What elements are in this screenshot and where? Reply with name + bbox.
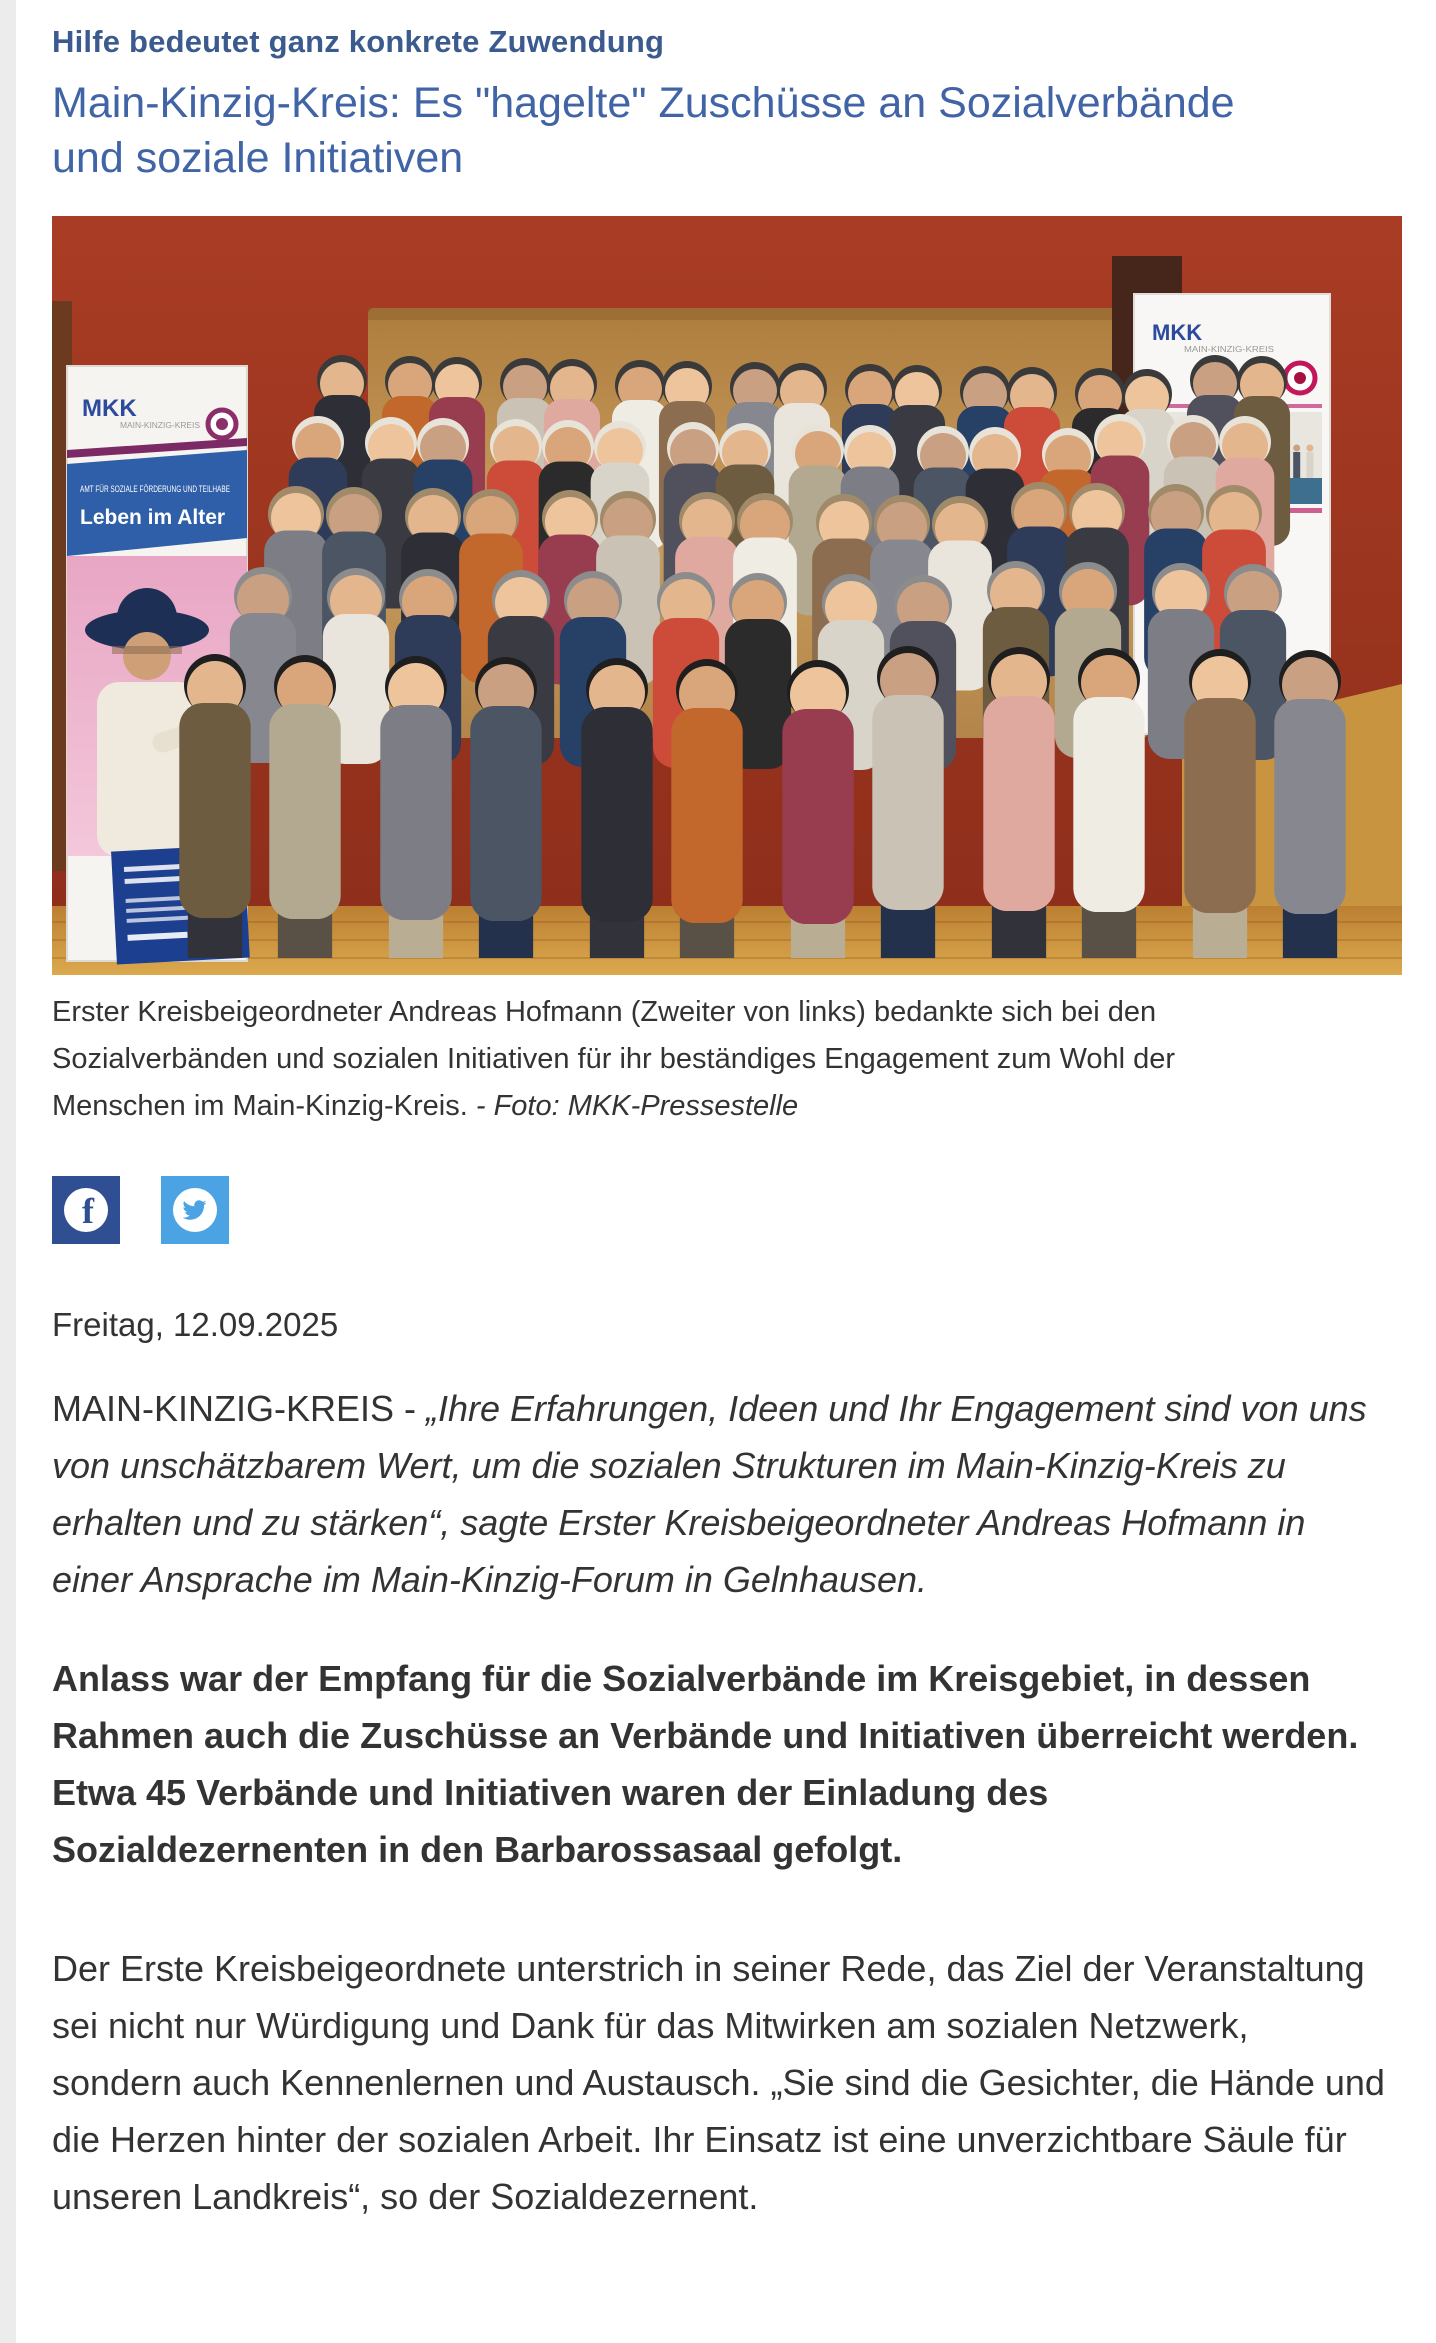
banner-left-brand-sub: MAIN-KINZIG-KREIS (120, 421, 200, 430)
person (983, 647, 1054, 958)
article-kicker: Hilfe bedeutet ganz konkrete Zuwendung (52, 24, 665, 59)
banner-right-brand: MKK (1152, 320, 1203, 345)
paragraph-body: Der Erste Kreisbeigeordnete unterstrich in seiner Rede, das Ziel der Veranstaltung sei nicht nur Würdigung und Dank für das Mitwirken am sozialen Netzwerk, sondern auch Kennenlernen und Austausch. „Sie sind die Gesichter, die Hände und die Herzen hinter der sozialen Arbeit. Ihr Einsatz ist eine unverzichtbare Säule für unseren Landkreis“, so der Sozialdezernent. (52, 1948, 1385, 2217)
person (872, 646, 943, 958)
caption-credit: - Foto: MKK-Pressestelle (467, 1090, 799, 1122)
page-left-gutter (0, 0, 16, 2343)
person (470, 657, 541, 958)
lead-location-prefix: MAIN-KINZIG-KREIS - (52, 1388, 427, 1429)
person (1274, 650, 1345, 958)
article-headline: Main-Kinzig-Kreis: Es "hagelte" Zuschüsse an Sozialverbände und soziale Initiativen (52, 79, 1235, 182)
person (671, 659, 742, 958)
person (179, 654, 250, 958)
lead-paragraph (52, 1380, 1387, 1608)
person (782, 660, 853, 958)
svg-text:f: f (82, 1191, 94, 1231)
share-buttons (52, 1176, 1402, 1244)
twitter-icon (161, 1176, 229, 1244)
banner-left-title: Leben im Alter (80, 506, 226, 529)
twitter-share-button[interactable] (161, 1176, 229, 1244)
photo-caption (52, 989, 1292, 1130)
person (1184, 649, 1255, 958)
facebook-icon (52, 1176, 120, 1244)
person (269, 655, 340, 958)
caption-text: Erster Kreisbeigeordneter Andreas Hofmann (Zweiter von links) bedankte sich bei den Sozialverbänden und sozialen Initiativen für ihr beständiges Engagement zum Wohl der Menschen im Main-Kinzig-Kreis. (52, 996, 1176, 1122)
banner-right-brand-sub: MAIN-KINZIG-KREIS (1184, 345, 1274, 354)
banner-left-brand: MKK (82, 395, 137, 422)
lead-quote: „Ihre Erfahrungen, Ideen und Ihr Engagement sind von uns von unschätzbarem Wert, um die sozialen Strukturen im Main-Kinzig-Kreis zu erhalten und zu stärken“, sagte Erster Kreisbeigeordneter Andreas Hofmann in einer Ansprache im Main-Kinzig-Forum in Gelnhausen. (52, 1388, 1367, 1600)
paragraph-bold: Anlass war der Empfang für die Sozialverbände im Kreisgebiet, in dessen Rahmen auch die Zuschüsse an Verbände und Initiativen überreicht werden. Etwa 45 Verbände und Initiativen waren der Einladung des Sozialdezernenten in den Barbarossasaal gefolgt. (52, 1658, 1359, 1870)
facebook-share-button[interactable] (52, 1176, 120, 1244)
banner-left-line1: AMT FÜR SOZIALE FÖRDERUNG UND TEILHABE (80, 484, 230, 494)
article-photo-figure (52, 216, 1402, 1130)
article-date: Freitag, 12.09.2025 (52, 1306, 339, 1343)
person (380, 656, 451, 958)
article-photo (52, 216, 1402, 975)
person (581, 658, 652, 958)
person (1073, 648, 1144, 958)
article (52, 0, 1402, 2225)
